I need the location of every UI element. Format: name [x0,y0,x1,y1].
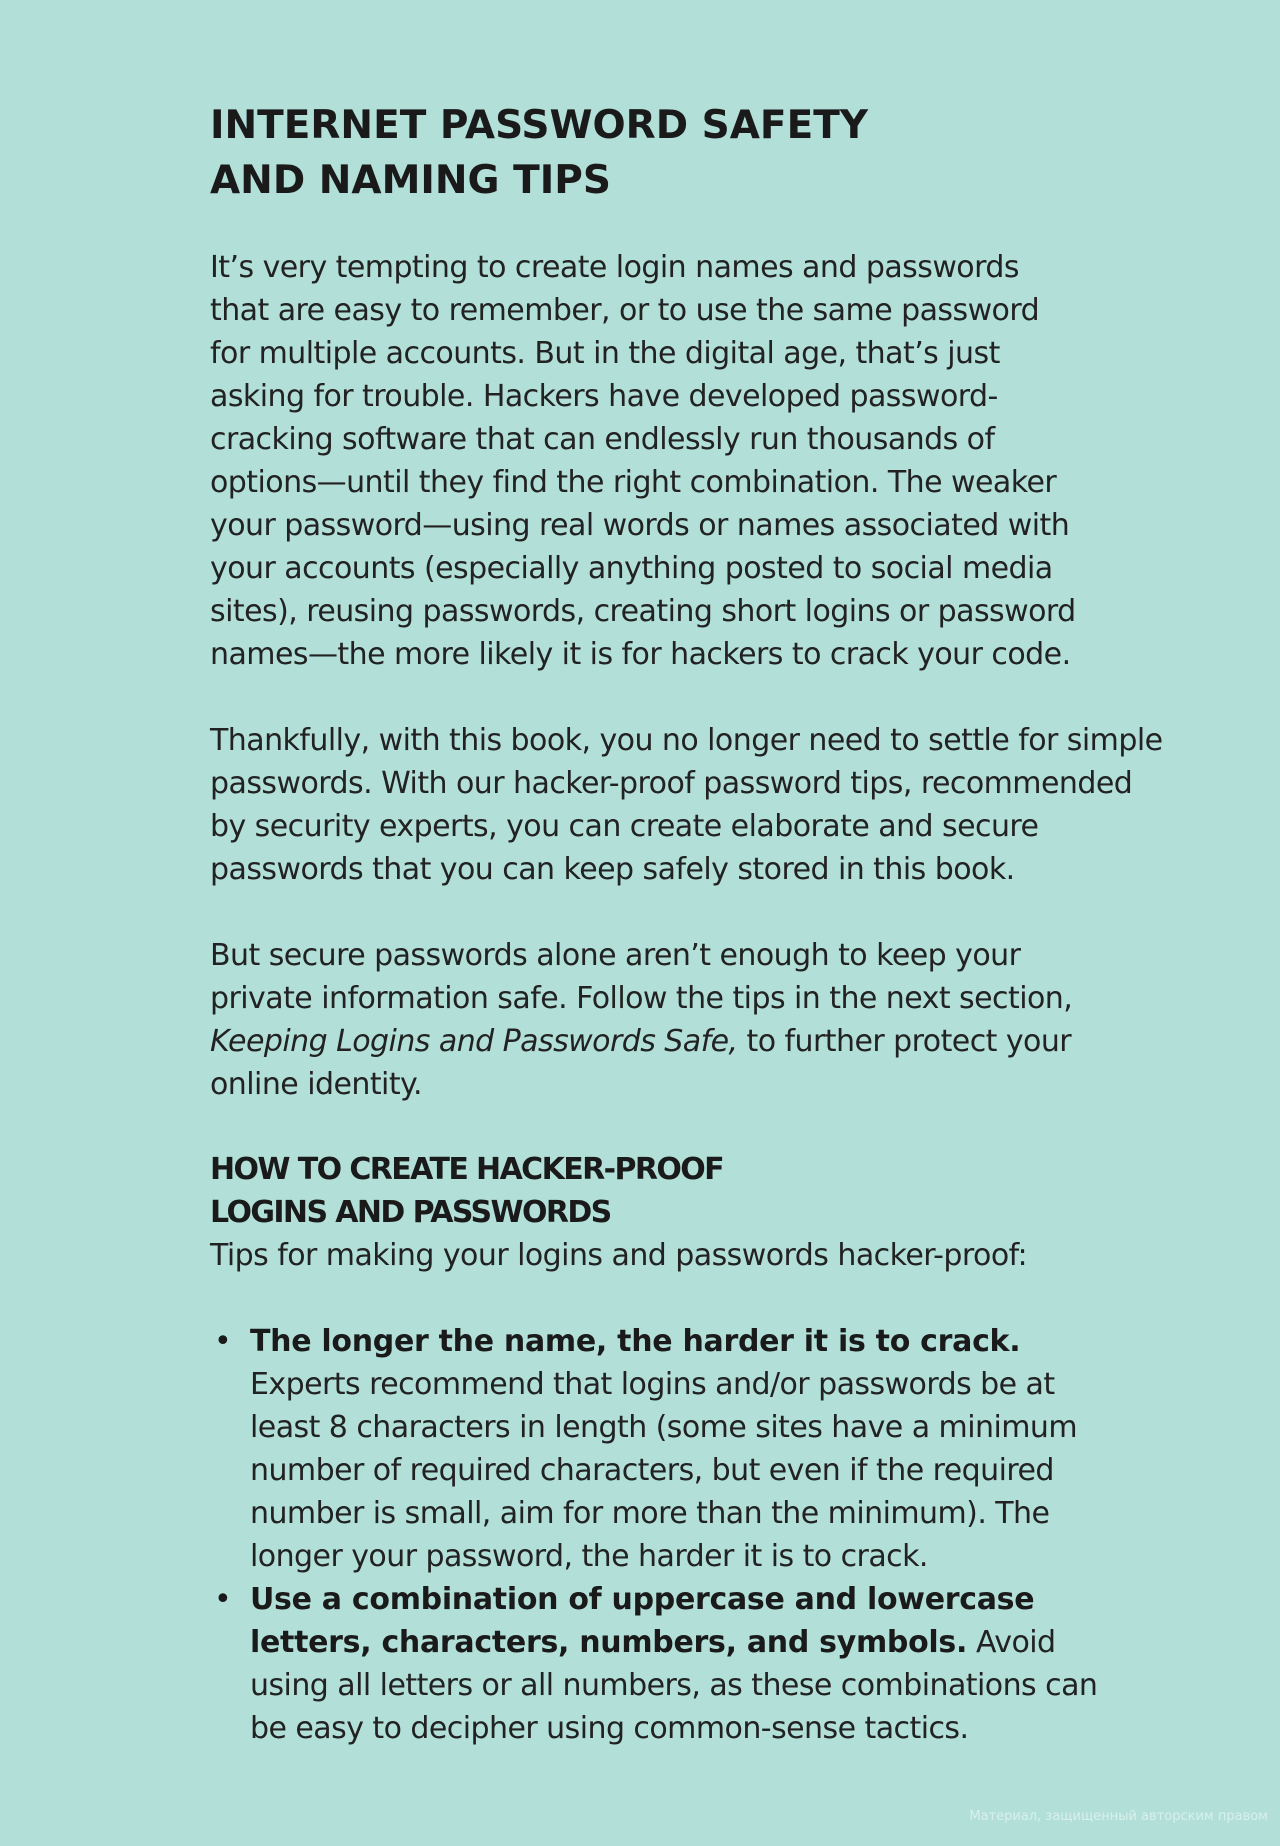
intro-line: for multiple accounts. But in the digital age, that’s just [210,336,1000,371]
tip-text [250,1578,1140,1750]
section-heading-line-2: LOGINS AND PASSWORDS [210,1195,611,1230]
intro-line: sites), reusing passwords, creating short logins or password [210,594,1076,629]
book-line: passwords that you can keep safely stored in this book. [210,852,1015,887]
section-heading [210,1148,1140,1234]
tip-title-continued: letters, characters, numbers, and symbols. [250,1625,968,1660]
tip-line: number is small, aim for more than the minimum). The [250,1496,1050,1531]
intro-line: that are easy to remember, or to use the same password [210,293,1040,328]
tips-intro-line: Tips for making your logins and passwords hacker-proof: [210,1238,1028,1273]
intro-line: asking for trouble. Hackers have developed password- [210,379,998,414]
tip-line: using all letters or all numbers, as these combinations can [250,1668,1098,1703]
tips-list [210,1320,1140,1750]
section-reference: Keeping Logins and Passwords Safe, [210,1024,738,1059]
tip-line: longer your password, the harder it is to crack. [250,1539,928,1574]
safety-paragraph [210,934,1140,1106]
tip-title: The longer the name, the harder it is to crack. [250,1324,1021,1359]
safety-line: private information safe. Follow the tips in the next section, [210,981,1073,1016]
intro-line: options—until they find the right combination. The weaker [210,465,1057,500]
intro-line: cracking software that can endlessly run thousands of [210,422,995,457]
tip-item [210,1578,1140,1750]
intro-line: your accounts (especially anything posted to social media [210,551,1053,586]
page-title-line-2: AND NAMING TIPS [210,158,611,203]
safety-line-rest: to further protect your [737,1024,1072,1059]
section-heading-line-1: HOW TO CREATE HACKER-PROOF [210,1152,724,1187]
book-line: Thankfully, with this book, you no longer need to settle for simple [210,723,1163,758]
book-line: passwords. With our hacker-proof password tips, recommended [210,766,1133,801]
tip-line: be easy to decipher using common-sense tactics. [250,1711,969,1746]
bullet-icon: • [214,1582,232,1617]
tip-line-rest: Avoid [967,1625,1056,1660]
book-line: by security experts, you can create elaborate and secure [210,809,1039,844]
bullet-icon: • [214,1324,232,1359]
tip-line: least 8 characters in length (some sites have a minimum [250,1410,1078,1445]
safety-line: online identity. [210,1067,422,1102]
tip-title: Use a combination of uppercase and lowercase [250,1582,1035,1617]
book-paragraph [210,719,1163,891]
tip-line: Experts recommend that logins and/or passwords be at [250,1367,1055,1402]
intro-paragraph [210,246,1140,676]
page-content [210,98,1163,1750]
safety-line: But secure passwords alone aren’t enough to keep your [210,938,1021,973]
page-title-line-1: INTERNET PASSWORD SAFETY [210,103,869,148]
intro-line: names—the more likely it is for hackers to crack your code. [210,637,1071,672]
copyright-watermark: Материал, защищенный авторским правом [969,1809,1268,1824]
tip-title-line-2 [250,1621,1140,1664]
safety-line [210,1020,1140,1063]
tip-text [250,1320,1140,1578]
tips-intro [210,1234,1140,1277]
page-title [210,98,1140,208]
tip-item [210,1320,1140,1578]
intro-line: your password—using real words or names associated with [210,508,1070,543]
intro-line: It’s very tempting to create login names and passwords [210,250,1019,285]
tip-line: number of required characters, but even if the required [250,1453,1054,1488]
